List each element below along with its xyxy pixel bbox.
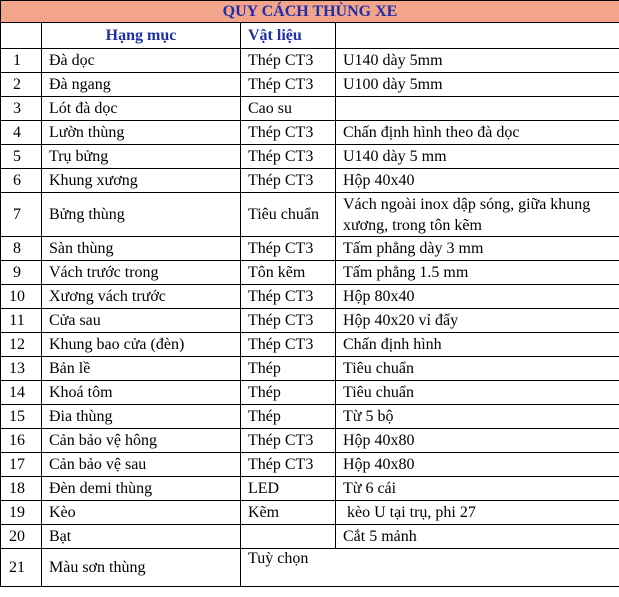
row-item: Cản bảo vệ hông — [42, 429, 241, 453]
row-spec: Tiêu chuẩn — [336, 381, 619, 405]
row-spec: Hộp 40x20 vỉ đẩy — [336, 309, 619, 333]
table-title: QUY CÁCH THÙNG XE — [1, 1, 619, 23]
row-item: Lót đà dọc — [42, 97, 241, 121]
table-row — [1, 357, 619, 381]
row-number: 2 — [1, 73, 42, 97]
title-row — [1, 1, 619, 23]
table-row — [1, 381, 619, 405]
row-item: Trụ bửng — [42, 145, 241, 169]
row-material: Thép CT3 — [241, 145, 336, 169]
table-row — [1, 525, 619, 549]
row-number: 17 — [1, 453, 42, 477]
row-material: Thép — [241, 381, 336, 405]
row-material: Tôn kẽm — [241, 261, 336, 285]
row-material: Thép CT3 — [241, 429, 336, 453]
table-row — [1, 453, 619, 477]
row-spec: U140 dày 5 mm — [336, 145, 619, 169]
table-row — [1, 477, 619, 501]
row-spec: kèo U tại trụ, phi 27 — [336, 501, 619, 525]
row-item: Đà ngang — [42, 73, 241, 97]
row-spec — [336, 97, 619, 121]
row-number: 9 — [1, 261, 42, 285]
row-material: Tuỳ chọn — [241, 549, 619, 587]
row-item: Bản lề — [42, 357, 241, 381]
row-number: 4 — [1, 121, 42, 145]
row-item: Vách trước trong — [42, 261, 241, 285]
row-item: Khung bao cửa (đèn) — [42, 333, 241, 357]
row-number: 10 — [1, 285, 42, 309]
row-item: Kèo — [42, 501, 241, 525]
header-spec — [336, 23, 619, 49]
row-number: 12 — [1, 333, 42, 357]
header-material: Vật liệu — [241, 23, 336, 49]
table-row — [1, 73, 619, 97]
row-number: 15 — [1, 405, 42, 429]
row-item: Sàn thùng — [42, 237, 241, 261]
table-row — [1, 237, 619, 261]
row-spec: Chấn định hình — [336, 333, 619, 357]
row-item: Cản bảo vệ sau — [42, 453, 241, 477]
row-number: 5 — [1, 145, 42, 169]
row-material — [241, 525, 336, 549]
row-item: Đia thùng — [42, 405, 241, 429]
header-no — [1, 23, 42, 49]
row-item: Bửng thùng — [42, 193, 241, 237]
table-row — [1, 169, 619, 193]
row-material: Thép CT3 — [241, 121, 336, 145]
row-number: 14 — [1, 381, 42, 405]
row-number: 20 — [1, 525, 42, 549]
row-spec: Vách ngoài inox dập sóng, giữa khung xương, trong tôn kẽm — [336, 193, 619, 237]
row-material: Kẽm — [241, 501, 336, 525]
row-number: 1 — [1, 49, 42, 73]
row-item: Đà dọc — [42, 49, 241, 73]
row-material: Thép CT3 — [241, 237, 336, 261]
table-row — [1, 261, 619, 285]
row-material: Thép CT3 — [241, 49, 336, 73]
table-row — [1, 309, 619, 333]
table-row — [1, 405, 619, 429]
table-row — [1, 333, 619, 357]
row-number: 16 — [1, 429, 42, 453]
table-row — [1, 549, 619, 587]
row-item: Bạt — [42, 525, 241, 549]
row-number: 18 — [1, 477, 42, 501]
row-spec: Cắt 5 mảnh — [336, 525, 619, 549]
header-item: Hạng mục — [42, 23, 241, 49]
row-item: Lườn thùng — [42, 121, 241, 145]
row-spec: Tấm phẳng dày 3 mm — [336, 237, 619, 261]
row-item: Khoá tôm — [42, 381, 241, 405]
row-number: 11 — [1, 309, 42, 333]
row-spec: Tấm phẳng 1.5 mm — [336, 261, 619, 285]
table-row — [1, 285, 619, 309]
row-material: Thép CT3 — [241, 285, 336, 309]
row-item: Khung xương — [42, 169, 241, 193]
row-number: 7 — [1, 193, 42, 237]
row-material: Thép CT3 — [241, 453, 336, 477]
row-number: 6 — [1, 169, 42, 193]
row-number: 19 — [1, 501, 42, 525]
row-spec: Hộp 40x80 — [336, 429, 619, 453]
row-item: Đèn demi thùng — [42, 477, 241, 501]
row-spec: Hộp 80x40 — [336, 285, 619, 309]
row-item: Cửa sau — [42, 309, 241, 333]
row-spec: Từ 6 cái — [336, 477, 619, 501]
row-spec: Hộp 40x80 — [336, 453, 619, 477]
table-row — [1, 97, 619, 121]
row-spec: U100 dày 5mm — [336, 73, 619, 97]
row-spec: Hộp 40x40 — [336, 169, 619, 193]
row-material: Thép — [241, 405, 336, 429]
table-row — [1, 429, 619, 453]
row-spec: U140 dày 5mm — [336, 49, 619, 73]
row-number: 8 — [1, 237, 42, 261]
row-material: LED — [241, 477, 336, 501]
row-number: 3 — [1, 97, 42, 121]
row-item: Xương vách trước — [42, 285, 241, 309]
table-row — [1, 121, 619, 145]
row-material: Thép CT3 — [241, 169, 336, 193]
table-row — [1, 145, 619, 169]
row-material: Thép — [241, 357, 336, 381]
row-item: Màu sơn thùng — [42, 549, 241, 587]
row-material: Thép CT3 — [241, 73, 336, 97]
row-material: Thép CT3 — [241, 333, 336, 357]
row-material: Thép CT3 — [241, 309, 336, 333]
row-spec: Tiêu chuẩn — [336, 357, 619, 381]
row-spec: Từ 5 bộ — [336, 405, 619, 429]
header-row — [1, 23, 619, 49]
row-material: Tiêu chuẩn — [241, 193, 336, 237]
row-spec: Chấn định hình theo đà dọc — [336, 121, 619, 145]
row-number: 13 — [1, 357, 42, 381]
table-row — [1, 501, 619, 525]
table-row — [1, 49, 619, 73]
row-material: Cao su — [241, 97, 336, 121]
table-row — [1, 193, 619, 237]
row-number: 21 — [1, 549, 42, 587]
